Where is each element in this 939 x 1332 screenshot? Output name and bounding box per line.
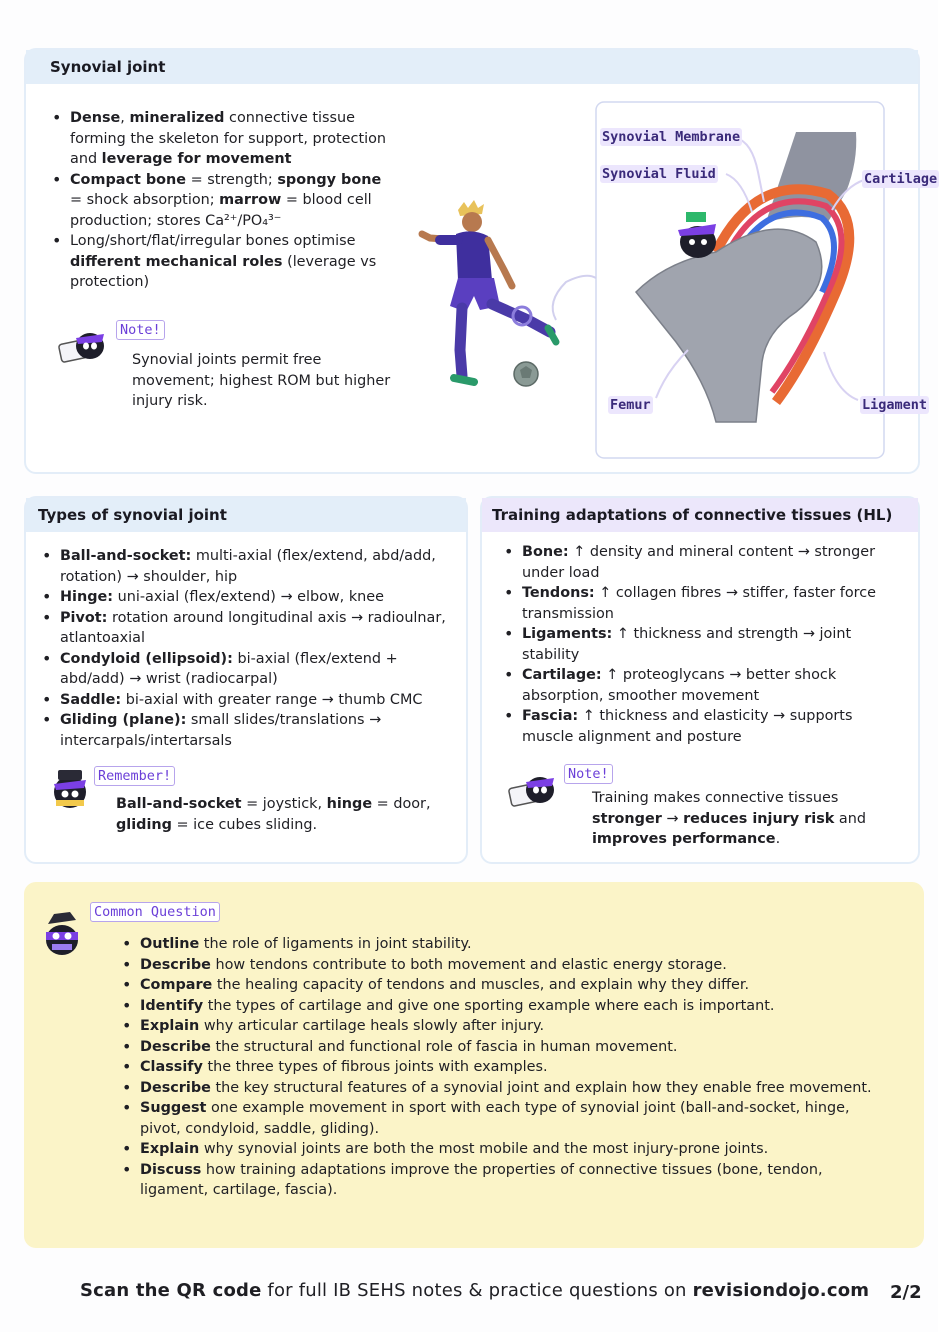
text-run: . bbox=[775, 831, 781, 847]
text-run: multi-axial (flex/extend, abd/add, rotation) → shoulder, hip bbox=[60, 548, 436, 585]
bold-text: reduces injury risk bbox=[683, 810, 835, 827]
text-run: , bbox=[120, 110, 130, 126]
card-title: Training adaptations of connective tissues (HL) bbox=[482, 498, 918, 532]
common-question-tag: Common Question bbox=[90, 902, 220, 922]
list-item bbox=[40, 690, 460, 711]
wizard-mascot-icon bbox=[40, 910, 84, 962]
bold-text: Fascia: bbox=[522, 708, 579, 724]
bold-text: Scan the QR code bbox=[80, 1280, 262, 1301]
list-item bbox=[50, 108, 390, 170]
text-run: = blood cell production; stores Ca²⁺/PO₄³⁻ bbox=[70, 192, 372, 229]
text-run: the healing capacity of tendons and muscles, and explain why they differ. bbox=[212, 977, 750, 993]
bold-text: Discuss bbox=[140, 1161, 202, 1178]
bold-text: Identify bbox=[140, 997, 204, 1014]
bold-text: different mechanical roles bbox=[70, 253, 283, 270]
common-question-list bbox=[120, 934, 880, 1201]
bold-text: Outline bbox=[140, 936, 200, 952]
note-tag: Note! bbox=[564, 764, 613, 784]
bold-text: Saddle: bbox=[60, 691, 122, 708]
text-run: why synovial joints are both the most mobile and the most injury-prone joints. bbox=[199, 1141, 769, 1157]
text-run: = ice cubes sliding. bbox=[171, 816, 318, 833]
text-run: one example movement in sport with each type of synovial joint (ball-and-socket, hinge, pivot, condyloid, saddle, gliding). bbox=[140, 1100, 850, 1137]
list-item bbox=[502, 583, 906, 624]
training-bullets bbox=[502, 542, 906, 747]
synovial-bullets bbox=[50, 108, 390, 293]
text-run: ↑ thickness and elasticity → supports muscle alignment and posture bbox=[522, 708, 853, 745]
bold-text: Pivot: bbox=[60, 609, 108, 626]
text-run: connective tissue forming the skeleton for support, protection and bbox=[70, 110, 387, 167]
text-run: how tendons contribute to both movement and elastic energy storage. bbox=[210, 956, 727, 973]
bold-text: Explain bbox=[140, 1141, 200, 1157]
list-item bbox=[120, 1057, 880, 1078]
synovial-joint-card bbox=[24, 48, 938, 474]
bold-text: leverage for movement bbox=[101, 151, 292, 167]
types-card bbox=[24, 496, 468, 864]
text-run: = joystick, bbox=[241, 796, 327, 812]
bold-text: Tendons: bbox=[522, 585, 595, 601]
text-run: ↑ thickness and strength → joint stability bbox=[522, 626, 852, 663]
list-item bbox=[40, 608, 460, 649]
text-run: Long/short/flat/irregular bones optimise bbox=[70, 233, 356, 249]
list-item bbox=[40, 710, 460, 751]
joint-diagram bbox=[566, 102, 938, 462]
bold-text: marrow bbox=[219, 192, 282, 208]
bold-text: Condyloid (ellipsoid): bbox=[60, 650, 233, 667]
label-femur: Femur bbox=[610, 397, 651, 413]
text-run: (leverage vs protection) bbox=[70, 253, 377, 290]
text-run: why articular cartilage heals slowly after injury. bbox=[199, 1018, 545, 1034]
text-run: = door, bbox=[372, 796, 431, 812]
bold-text: spongy bone bbox=[277, 171, 382, 188]
list-item bbox=[120, 1160, 880, 1201]
bold-text: improves performance bbox=[592, 831, 776, 847]
label-synovial-membrane: Synovial Membrane bbox=[602, 129, 741, 145]
remember-tag: Remember! bbox=[94, 766, 175, 786]
bold-text: Classify bbox=[140, 1059, 203, 1075]
list-item bbox=[120, 1037, 880, 1058]
card-title: Synovial joint bbox=[26, 50, 918, 84]
text-run: the key structural features of a synovial joint and explain how they enable free movement. bbox=[210, 1079, 872, 1096]
bold-text: Compact bone bbox=[70, 171, 187, 188]
bold-text: Compare bbox=[140, 977, 213, 993]
list-item bbox=[120, 1098, 880, 1139]
text-run: ↑ proteoglycans → better shock absorption, smoother movement bbox=[522, 667, 837, 704]
note-tag: Note! bbox=[116, 320, 165, 340]
text-run: the three types of fibrous joints with examples. bbox=[202, 1059, 548, 1075]
text-run: rotation around longitudinal axis → radioulnar, atlantoaxial bbox=[60, 609, 446, 646]
remember-text bbox=[116, 794, 456, 835]
text-run: bi-axial with greater range → thumb CMC bbox=[121, 691, 423, 708]
text-run: and bbox=[834, 810, 866, 827]
text-run: the types of cartilage and give one sporting example where each is important. bbox=[203, 997, 775, 1014]
text-run: Training makes connective tissues bbox=[592, 790, 839, 806]
bold-text: Ball-and-socket bbox=[116, 796, 242, 812]
types-bullets bbox=[40, 546, 460, 751]
text-run: → bbox=[661, 810, 684, 827]
text-run: small slides/translations → intercarpals/intertarsals bbox=[60, 712, 382, 749]
page-number: 2/2 bbox=[890, 1282, 922, 1303]
bold-text: revisiondojo.com bbox=[692, 1280, 870, 1301]
footer-text bbox=[80, 1280, 869, 1301]
text-run: uni-axial (flex/extend) → elbow, knee bbox=[113, 589, 384, 605]
text-run: the structural and functional role of fascia in human movement. bbox=[210, 1038, 678, 1055]
list-item bbox=[50, 170, 390, 232]
list-item bbox=[120, 996, 880, 1017]
list-item bbox=[120, 1078, 880, 1099]
label-cartilage: Cartilage bbox=[864, 171, 938, 187]
footballer-illustration bbox=[400, 200, 560, 390]
label-synovial-fluid: Synovial Fluid bbox=[602, 166, 716, 182]
list-item bbox=[502, 706, 906, 747]
bold-text: Describe bbox=[140, 956, 211, 973]
list-item bbox=[40, 546, 460, 587]
bold-text: Describe bbox=[140, 1079, 211, 1096]
bold-text: Explain bbox=[140, 1018, 200, 1034]
ninja-mascot-icon bbox=[48, 766, 92, 816]
list-item bbox=[502, 542, 906, 583]
bold-text: Ball-and-socket: bbox=[60, 548, 192, 564]
bold-text: Hinge: bbox=[60, 589, 114, 605]
common-question-panel bbox=[24, 882, 924, 1248]
text-run: how training adaptations improve the properties of connective tissues (bone, tendon, ligament, cartilage, fascia). bbox=[140, 1161, 823, 1198]
text-run: bi-axial (flex/extend + abd/add) → wrist (radiocarpal) bbox=[60, 650, 398, 687]
list-item bbox=[120, 955, 880, 976]
bold-text: Ligaments: bbox=[522, 626, 613, 642]
list-item bbox=[40, 649, 460, 690]
list-item bbox=[120, 1016, 880, 1037]
label-ligament: Ligament bbox=[862, 397, 928, 413]
ninja-mascot-icon bbox=[56, 324, 116, 376]
list-item bbox=[120, 1139, 880, 1160]
bold-text: Gliding (plane): bbox=[60, 712, 187, 728]
bold-text: Bone: bbox=[522, 544, 569, 560]
bold-text: stronger bbox=[592, 810, 662, 827]
bold-text: Cartilage: bbox=[522, 667, 602, 683]
text-run: the role of ligaments in joint stability. bbox=[199, 936, 472, 952]
text-run: = strength; bbox=[186, 171, 278, 188]
ninja-mascot-icon bbox=[506, 768, 566, 820]
bold-text: Dense bbox=[70, 110, 121, 126]
bold-text: Suggest bbox=[140, 1100, 207, 1116]
card-title: Types of synovial joint bbox=[26, 498, 466, 532]
bold-text: hinge bbox=[326, 796, 373, 812]
bold-text: Describe bbox=[140, 1038, 211, 1055]
bold-text: mineralized bbox=[129, 110, 225, 126]
note-text bbox=[592, 788, 882, 850]
training-card bbox=[480, 496, 920, 864]
list-item bbox=[50, 231, 390, 293]
list-item bbox=[40, 587, 460, 608]
text-run: ↑ density and mineral content → stronger under load bbox=[522, 544, 875, 581]
text-run: for full IB SEHS notes & practice questions on bbox=[261, 1280, 693, 1301]
note-text: Synovial joints permit free movement; highest ROM but higher injury risk. bbox=[132, 352, 391, 409]
list-item bbox=[502, 624, 906, 665]
list-item bbox=[120, 934, 880, 955]
text-run: = shock absorption; bbox=[70, 192, 220, 208]
list-item bbox=[502, 665, 906, 706]
text-run: ↑ collagen fibres → stiffer, faster force transmission bbox=[522, 585, 877, 622]
list-item bbox=[120, 975, 880, 996]
bold-text: gliding bbox=[116, 816, 172, 833]
